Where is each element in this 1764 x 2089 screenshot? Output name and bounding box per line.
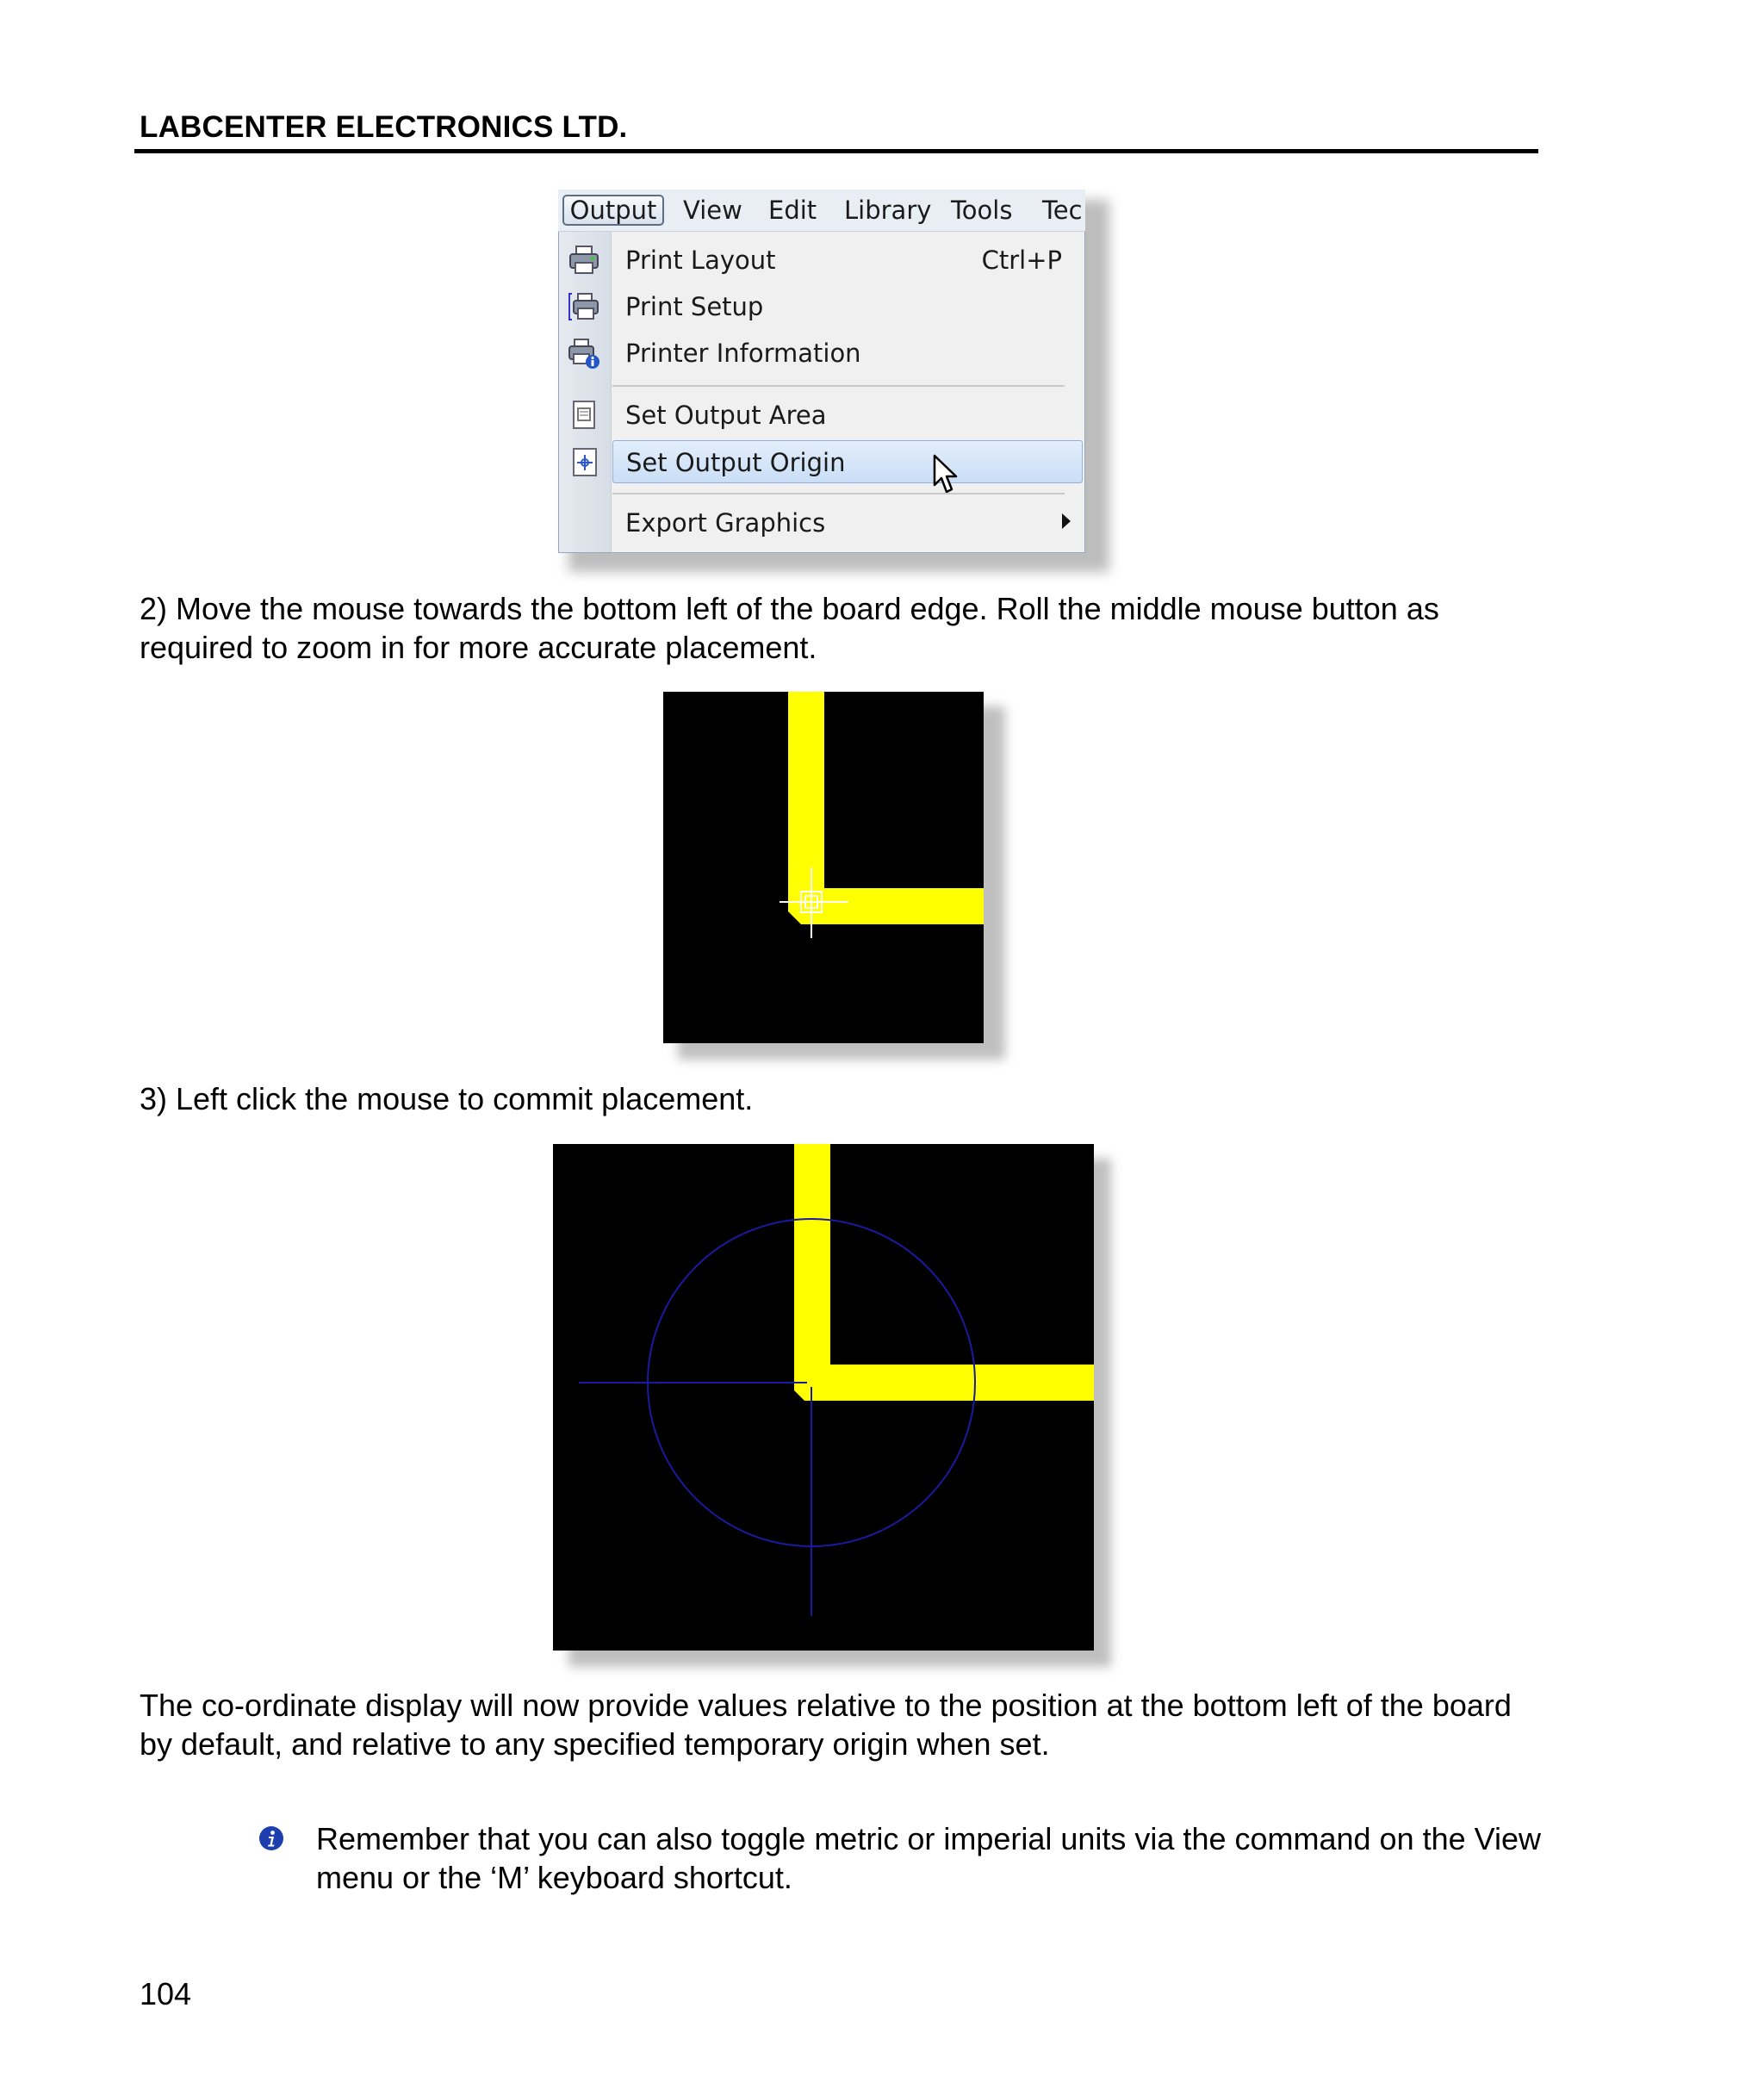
header-rule [134,149,1538,153]
board-zoom-view [663,692,984,1043]
page-header-title: LABCENTER ELECTRONICS LTD. [140,110,628,144]
output-origin-icon [568,446,601,479]
menu-item-label: Printer Information [625,339,861,368]
step-3-text: 3) Left click the mouse to commit placement. [140,1081,754,1116]
menu-item-label: Print Layout [625,246,776,275]
menu-library[interactable]: Library [844,196,932,225]
menu-technology[interactable]: Tec [1042,196,1083,225]
origin-marker-icon [579,1219,975,1616]
menu-separator [612,493,1065,494]
menu-item-label: Export Graphics [625,508,826,538]
menu-item-shortcut: Ctrl+P [981,246,1062,275]
menu-item-print-layout[interactable] [611,239,1084,282]
yellow-track [788,692,984,924]
menu-item-label: Print Setup [625,292,764,321]
output-menu-screenshot [558,190,1085,553]
menu-item-print-setup[interactable] [611,285,1084,328]
menu-output[interactable]: Output [562,195,664,226]
printer-icon [568,244,600,277]
output-area-icon [568,399,600,432]
info-icon [258,1825,284,1851]
board-origin-view [553,1144,1094,1651]
menu-edit[interactable]: Edit [768,196,817,225]
mouse-pointer-icon [932,454,961,495]
menu-separator [612,385,1065,387]
menu-icon-strip [559,232,612,552]
submenu-arrow-icon [1062,513,1071,529]
coordinate-display-text: The co-ordinate display will now provide values relative to the position at the bottom left of the board by default, and relative to any specified temporary origin when set. [140,1688,1512,1762]
printer-info-icon [568,337,600,370]
menu-item-printer-information[interactable] [611,332,1084,375]
menu-bar [558,190,1085,232]
print-setup-icon [568,290,600,323]
page-number: 104 [140,1976,192,2011]
menu-view[interactable]: View [683,196,742,225]
menu-item-set-output-origin[interactable] [612,440,1083,483]
menu-item-export-graphics[interactable] [611,501,1084,544]
menu-item-label: Set Output Area [625,401,827,430]
menu-item-set-output-area[interactable] [611,394,1084,437]
menu-tools[interactable]: Tools [951,196,1013,225]
note-text: Remember that you can also toggle metric or imperial units via the command on the View menu or the ‘M’ keyboard shortcut. [316,1821,1542,1895]
step-2-text: 2) Move the mouse towards the bottom left of the board edge. Roll the middle mouse button as required to zoom in for more accurate placement. [140,591,1439,665]
yellow-track [794,1144,1094,1401]
menu-item-label: Set Output Origin [626,448,846,477]
output-dropdown [558,232,1085,553]
